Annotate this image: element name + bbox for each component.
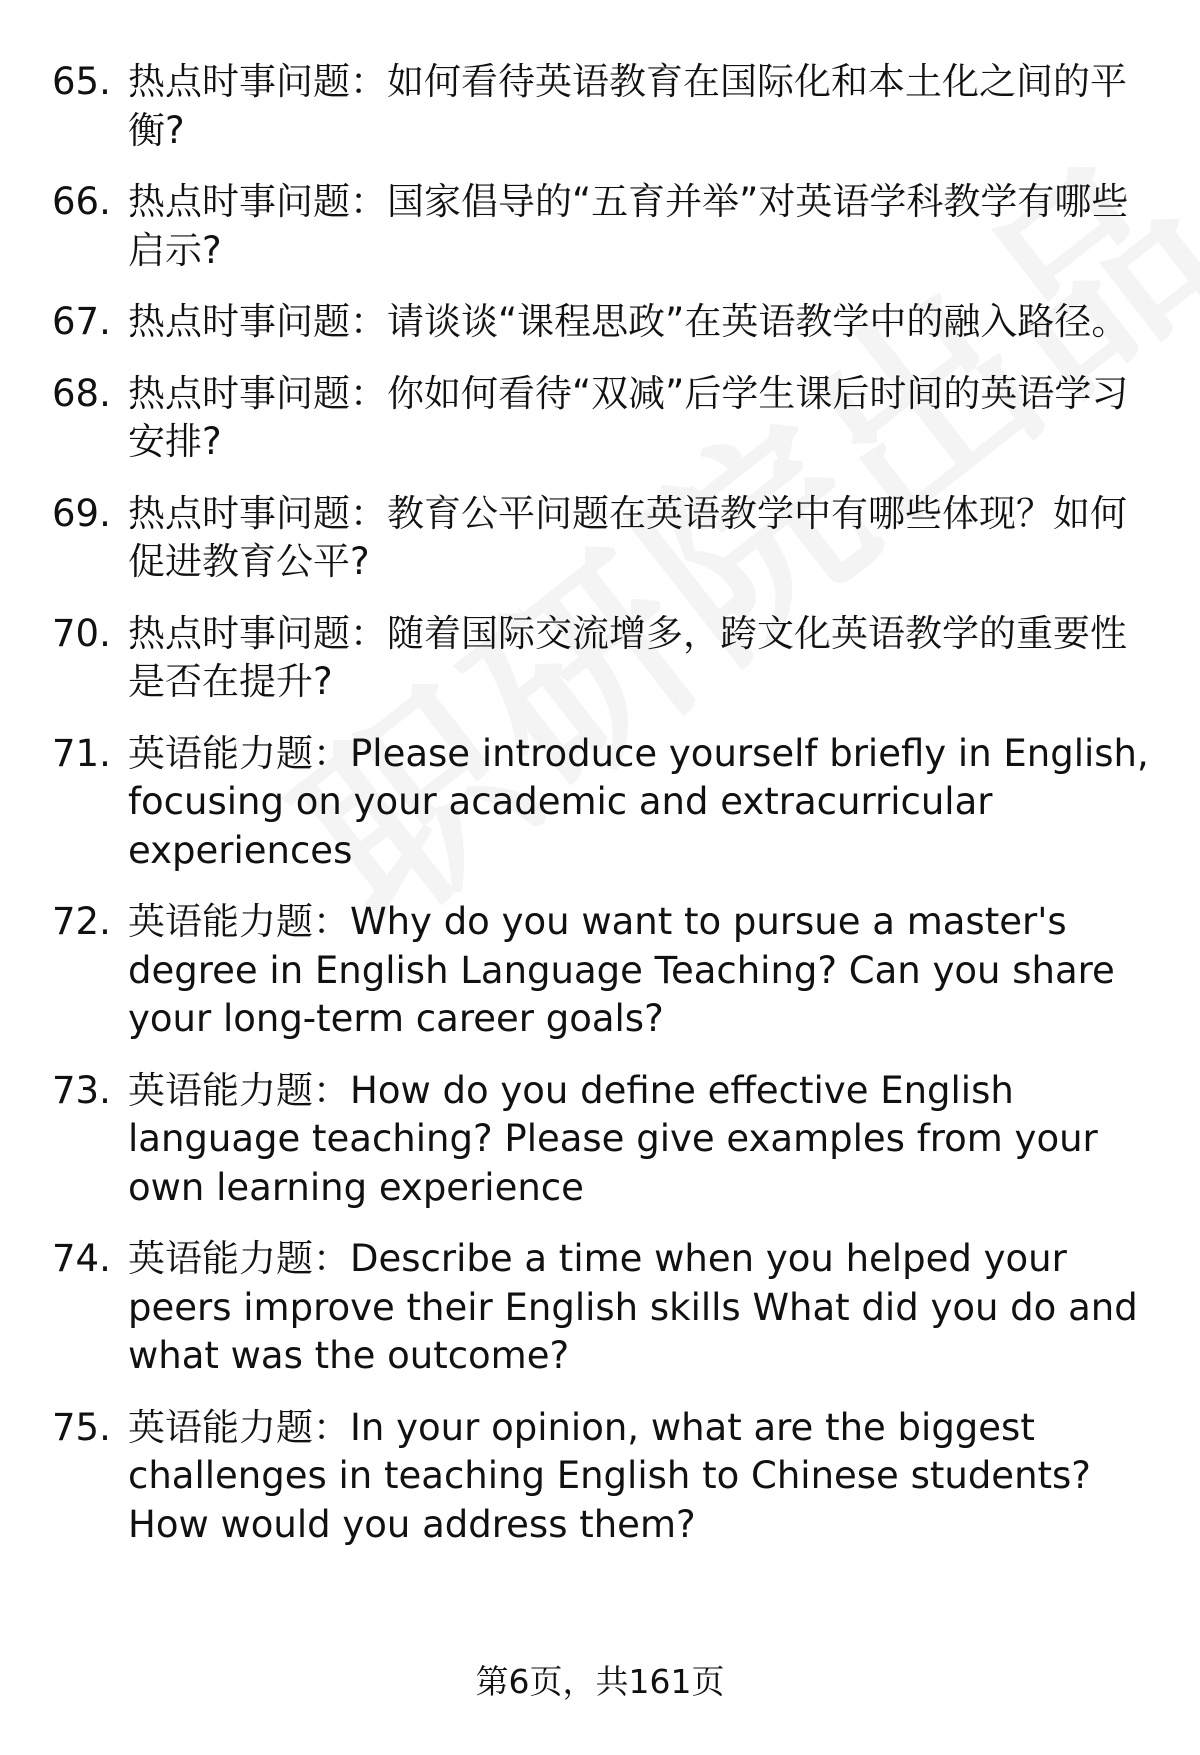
question-item (52, 1235, 1152, 1381)
question-text: 英语能力题：Why do you want to pursue a master's degree in English Language Teaching? Can you share your long-term career goals? (128, 900, 1115, 1040)
question-text: 热点时事问题：随着国际交流增多，跨文化英语教学的重要性是否在提升? (128, 611, 1127, 703)
question-text: 热点时事问题：教育公平问题在英语教学中有哪些体现？如何促进教育公平? (128, 491, 1127, 583)
question-list (52, 58, 1152, 1549)
question-number: 73. (52, 1068, 111, 1112)
question-item (52, 1067, 1152, 1213)
question-number: 72. (52, 900, 111, 943)
question-number: 66. (52, 180, 111, 223)
question-text: 热点时事问题：如何看待英语教育在国际化和本土化之间的平衡? (128, 60, 1127, 152)
question-item (52, 58, 1152, 155)
question-item (52, 178, 1152, 275)
question-number: 69. (52, 491, 111, 535)
question-item (52, 370, 1152, 467)
question-number: 68. (52, 371, 111, 415)
question-number: 74. (52, 1237, 111, 1280)
question-number: 65. (52, 60, 111, 103)
question-text: 英语能力题：In your opinion, what are the biggest challenges in teaching English to Chinese students? How would you address them? (128, 1405, 1091, 1546)
question-text: 英语能力题：Please introduce yourself briefly in English, focusing on your academic and extracurricular experiences (128, 731, 1149, 872)
question-item (52, 1404, 1152, 1550)
question-text: 英语能力题：How do you define effective English language teaching? Please give examples from your own learning experience (128, 1068, 1098, 1209)
question-item (52, 610, 1152, 707)
page-footer: 第6页，共161页 (475, 1662, 725, 1701)
question-text: 热点时事问题：你如何看待“双减”后学生课后时间的英语学习安排? (128, 371, 1129, 463)
question-text: 英语能力题：Describe a time when you helped your peers improve their English skills What did you do and what was the outcome? (128, 1237, 1138, 1377)
question-number: 67. (52, 300, 111, 343)
question-item (52, 730, 1152, 876)
question-item (52, 298, 1152, 347)
question-item (52, 898, 1152, 1044)
question-item (52, 490, 1152, 587)
question-number: 71. (52, 731, 111, 775)
question-number: 75. (52, 1405, 111, 1449)
question-number: 70. (52, 611, 111, 655)
question-text: 热点时事问题：国家倡导的“五育并举”对英语学科教学有哪些启示? (128, 180, 1129, 272)
question-text: 热点时事问题：请谈谈“课程思政”在英语教学中的融入路径。 (128, 300, 1129, 343)
